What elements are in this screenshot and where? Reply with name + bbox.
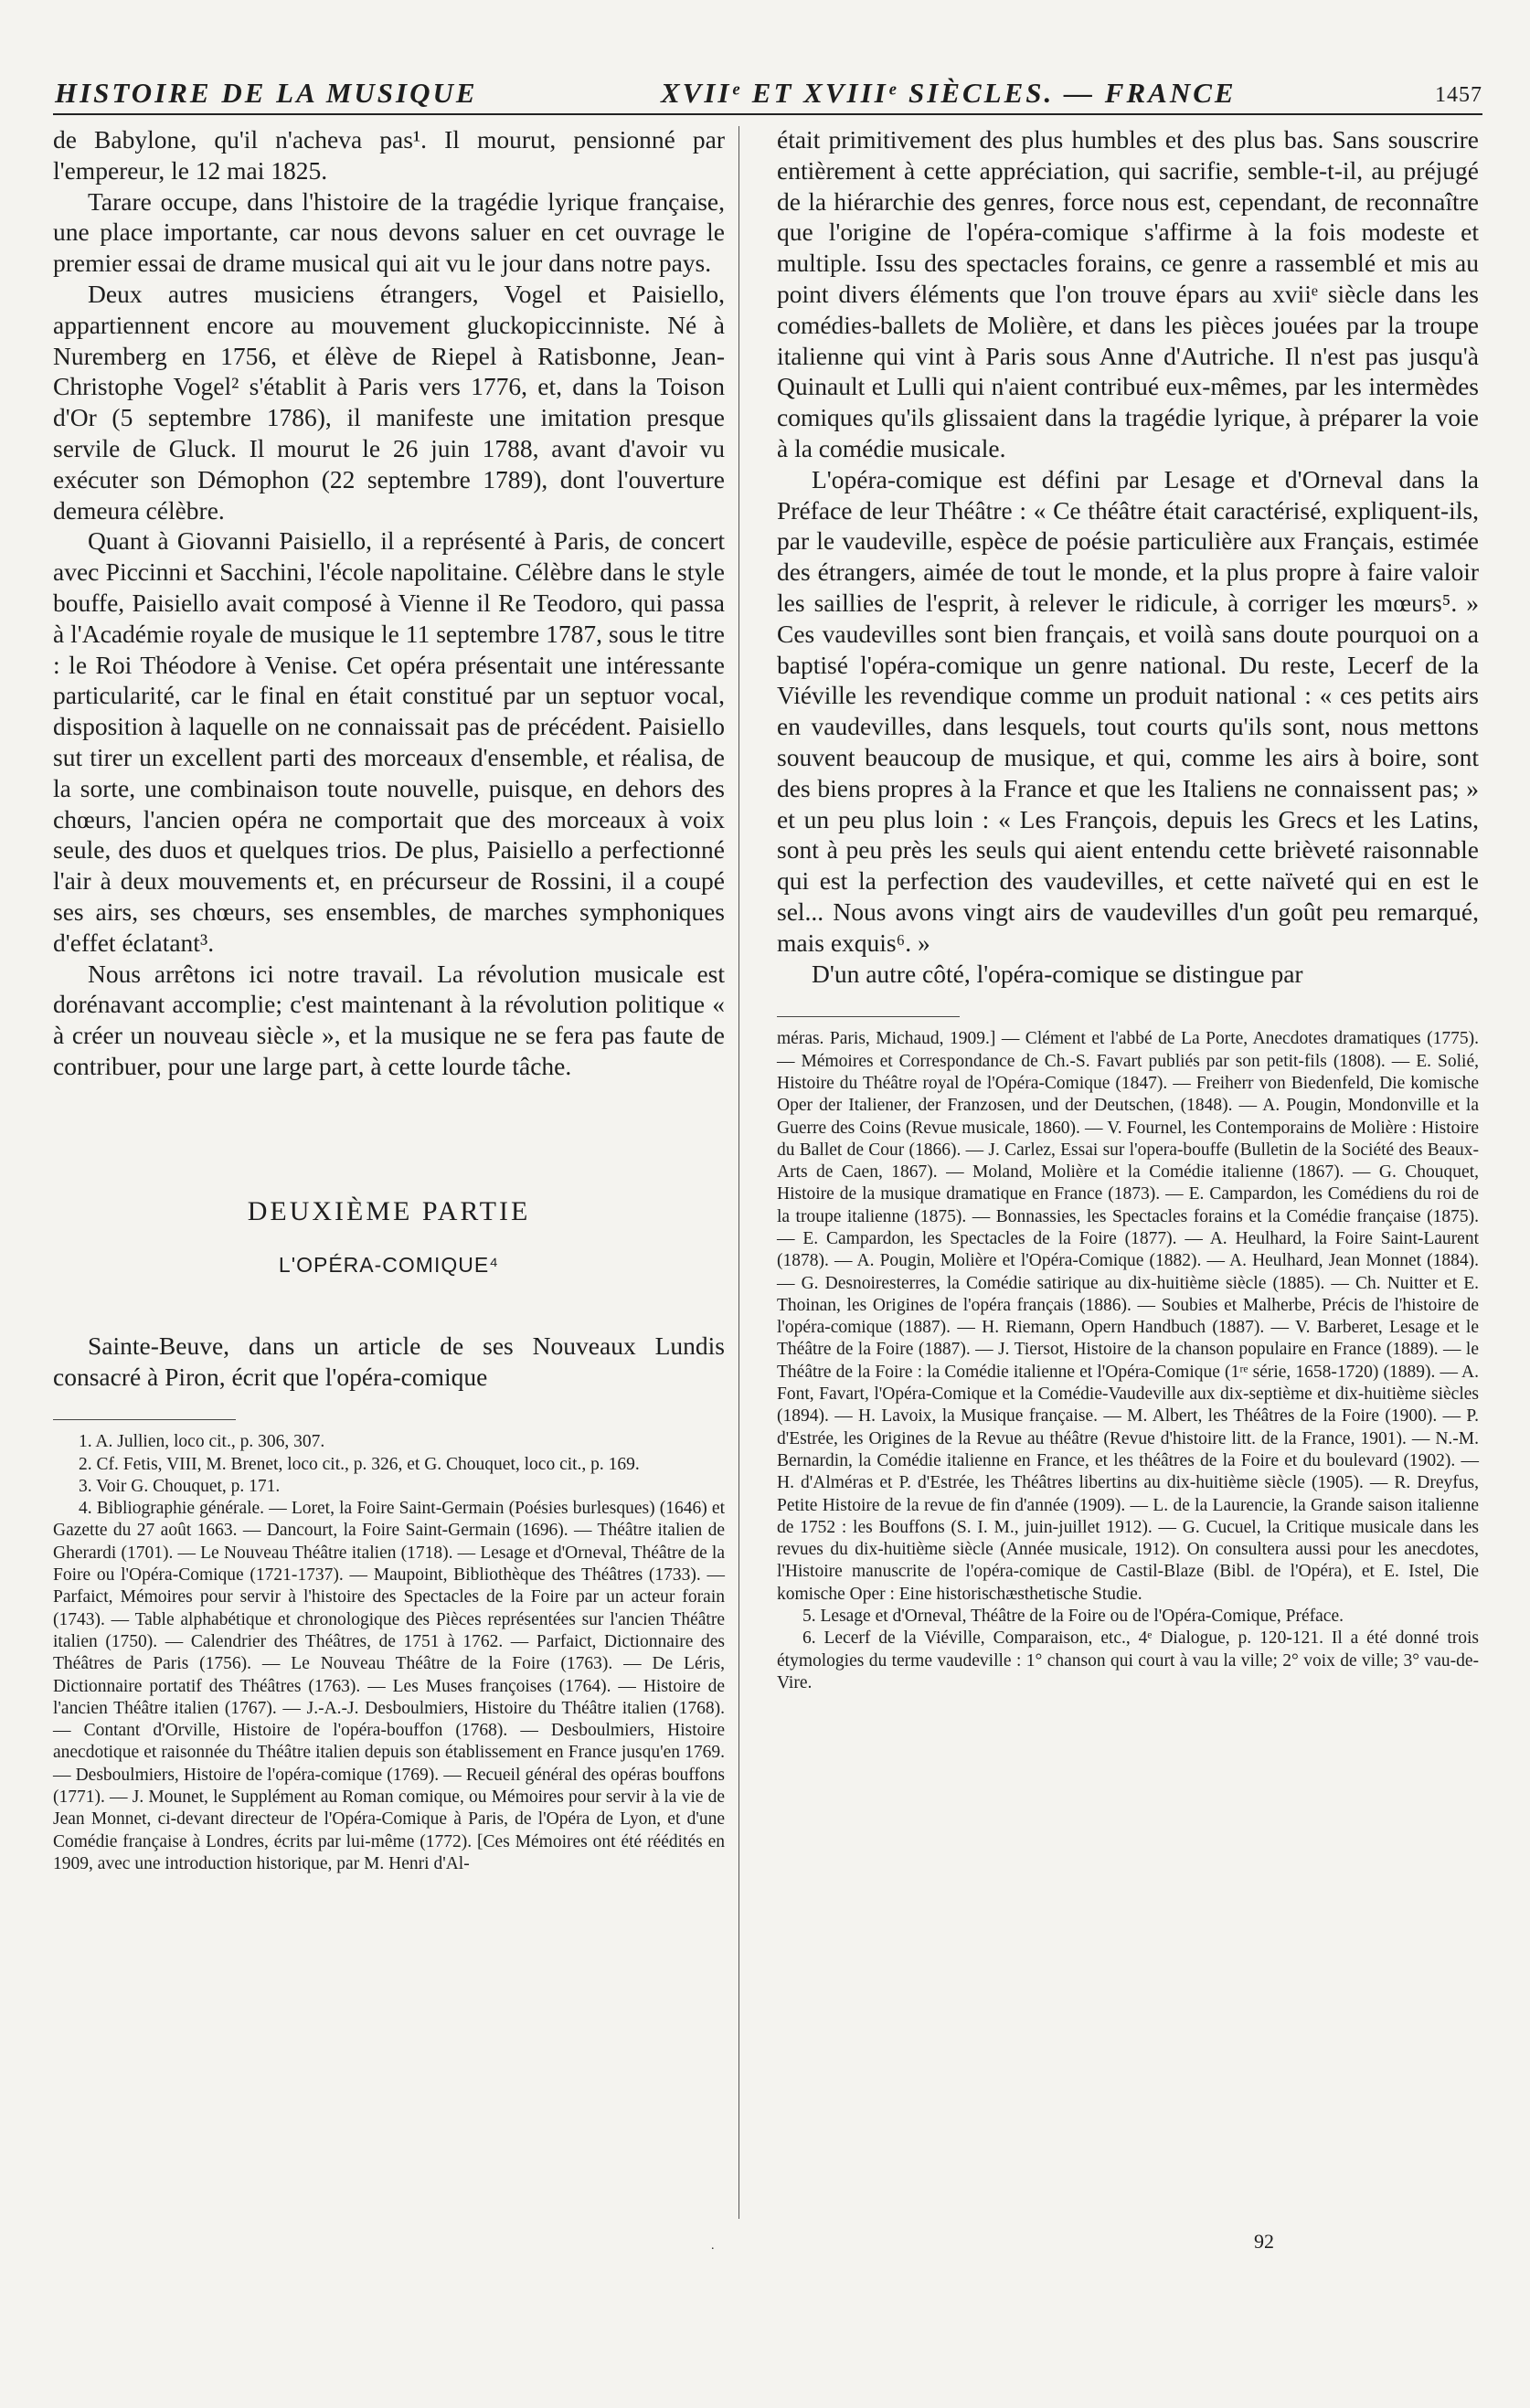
signature-number: 92 — [1254, 2230, 1274, 2253]
running-header — [53, 73, 1482, 115]
footnote: 1. A. Jullien, loco cit., p. 306, 307. — [79, 1432, 325, 1452]
paragraph: Sainte-Beuve, dans un article de ses Nouveaux Lundis consacré à Piron, écrit que l'opéra-comique — [53, 1331, 725, 1391]
section-title: L'OPÉRA-COMIQUE⁴ — [278, 1252, 500, 1277]
right-column — [777, 124, 1479, 1694]
footnote-rule — [777, 1016, 960, 1017]
column-divider — [738, 126, 739, 2219]
paragraph: était primitivement des plus humbles et des plus bas. Sans souscrire entièrement à cette appréciation, qui sacrifie, semble-t-il, au préjugé de la hiérarchie des genres, force nous est, cependant, de reconnaître que l'origine de l'opéra-comique s'affirme à la fois modeste et multiple. Issu des spectacles forains, ce genre a rassemblé et mis au point divers éléments que l'on trouve épars au xviiᵉ siècle dans les comédies-ballets de Molière, et dans les pièces jouées par la troupe italienne qui vint à Paris sous Anne d'Autriche. Il n'est pas jusqu'à Quinault et Lulli qui n'aient contribué eux-mêmes, par les intermèdes comiques qu'ils glissaient dans la tragédie lyrique, à préparer la voie à la comédie musicale. — [777, 125, 1479, 462]
footnote: 5. Lesage et d'Orneval, Théâtre de la Foire ou de l'Opéra-Comique, Préface. — [802, 1607, 1344, 1627]
paragraph: Nous arrêtons ici notre travail. La révolution musicale est dorénavant accomplie; c'est maintenant à la révolution politique « à créer un nouveau siècle », et la musique ne se fera pas faute de contribuer, pour une large part, à cette lourde tâche. — [53, 959, 725, 1080]
paragraph: Quant à Giovanni Paisiello, il a représenté à Paris, de concert avec Piccinni et Sacchini, l'école napolitaine. Célèbre dans le style bouffe, Paisiello avait composé à Vienne il Re Teodoro, qui passa à l'Académie royale de musique le 11 septembre 1787, sous le titre : le Roi Théodore à Venise. Cet opéra présentait une intéressante particularité, car le final en était constitué par un septuor vocal, disposition à laquelle on ne connaissait pas de précédent. Paisiello sut tirer un excellent parti des morceaux d'ensemble, et réalisa, de la sorte, une combinaison toute nouvelle, puisque, en dehors des chœurs, l'ancien opéra ne comportait que des morceaux à voix seule, des duos et quelques trios. De plus, Paisiello a perfectionné l'air à deux mouvements et, en précurseur de Rossini, il a coupé ses airs, ses chœurs, ses ensembles, de marches symphoniques d'effet éclatant³. — [53, 526, 725, 957]
left-column — [53, 124, 725, 1875]
footnotes-left — [53, 1419, 725, 1875]
footnote: 2. Cf. Fetis, VIII, M. Brenet, loco cit., p. 326, et G. Chouquet, loco cit., p. 169. — [79, 1454, 640, 1474]
paragraph: Deux autres musiciens étrangers, Vogel et Paisiello, appartiennent encore au mouvement gluckopiccinniste. Né à Nuremberg en 1756, et élève de Riepel à Ratisbonne, Jean-Christophe Vogel² s'établit à Paris vers 1776, et, dans la Toison d'Or (5 septembre 1786), il manifeste une imitation presque servile de Gluck. Il mourut le 26 juin 1788, avant d'avoir vu exécuter son Démophon (22 septembre 1789), dont l'ouverture demeura célèbre. — [53, 279, 725, 525]
footnote: 6. Lecerf de la Viéville, Comparaison, etc., 4ᵉ Dialogue, p. 120-121. Il a été donné trois étymologies du terme vaudeville : 1° chanson qui court à vau la ville; 2° voix de ville; 3° vau-de-Vire. — [777, 1628, 1479, 1692]
part-title: DEUXIÈME PARTIE — [247, 1195, 531, 1226]
footnotes-right — [777, 1016, 1479, 1694]
paragraph: D'un autre côté, l'opéra-comique se distingue par — [812, 959, 1303, 988]
paragraph: L'opéra-comique est défini par Lesage et d'Orneval dans la Préface de leur Théâtre : « Ce théâtre était caractérisé, expliquent-ils, par le vaudeville, espèce de poésie particulière aux Français, estimée des étrangers, aimée de tout le monde, et la plus propre à faire valoir les saillies de l'esprit, à relever le ridicule, à corriger les mœurs⁵. » Ces vaudevilles sont bien français, et voilà sans doute pourquoi on a baptisé l'opéra-comique un genre national. Du reste, Lecerf de la Viéville les revendique comme un produit national : « ces petits airs en vaudevilles, dans lesquels, tout courts qu'ils sont, nous mettons souvent beaucoup de musique, et qui, comme les airs à boire, sont des biens propres à la France et que les Italiens ne connaissent pas; » et un peu plus loin : « Les François, depuis les Grecs et les Latins, sont à peu près les seuls qui aient entendu cette brièveté raisonnable qui est la perfection des vaudevilles, et cette naïveté qui en est le sel... Nous avons vingt airs de vaudevilles d'un goût peu remarqué, mais exquis⁶. » — [777, 464, 1479, 957]
header-title-middle: XVIIᵉ ET XVIIIᵉ SIÈCLES. — FRANCE — [661, 77, 1237, 109]
footnote: méras. Paris, Michaud, 1909.] — Clément et l'abbé de La Porte, Anecdotes dramatiques (1775). — Mémoires et Correspondance de Ch.-S. Favart publiés par son petit-fils (1808). — E. Solié, Histoire du Théâtre royal de l'Opéra-Comique (1847). — Freiherr von Biedenfeld, Die komische Oper der Italiener, der Franzosen, und der Deutschen, (1848). — A. Pougin, Mondonville et la Guerre des Coins (Revue musicale, 1860). — V. Fournel, les Contemporains de Molière : Histoire du Ballet de Cour (1866). — J. Carlez, Essai sur l'opera-bouffe (Bulletin de la Société des Beaux-Arts de Caen, 1867). — Moland, Molière et la Comédie italienne (1867). — G. Chouquet, Histoire de la musique dramatique en France (1873). — E. Campardon, les Comédiens du roi de la troupe italienne (1875). — Bonnassies, les Spectacles forains et la Comédie française (1875). — E. Campardon, les Spectacles de la Foire (1877). — A. Heulhard, la Foire Saint-Laurent (1878). — A. Pougin, Molière et l'Opéra-Comique (1882). — A. Heulhard, Jean Monnet (1884). — G. Desnoiresterres, la Comédie satirique au dix-huitième siècle (1885). — Ch. Nuitter et E. Thoinan, les Origines de l'opéra français (1886). — Soubies et Malherbe, Précis de l'histoire de l'opéra-comique (1887). — H. Riemann, Opern Handbuch (1887). — V. Barberet, Lesage et le Théâtre de la Foire (1887). — J. Tiersot, Histoire de la chanson populaire en France (1889). — le Théâtre de la Foire : la Comédie italienne et l'Opéra-Comique (1ʳᵉ série, 1658-1720) (1889). — A. Font, Favart, l'Opéra-Comique et la Comédie-Vaudeville aux dix-septième et dix-huitième siècles (1894). — H. Lavoix, la Musique française. — M. Albert, les Théâtres de la Foire (1900). — P. d'Estrée, les Origines de la Revue au théâtre (Revue d'histoire litt. de la France, 1901). — N.-M. Bernardin, la Comédie italienne en France, et les théâtres de la Foire et du boulevard (1902). — H. d'Alméras et P. d'Estrée, les Théâtres libertins au dix-huitième siècle (1905). — R. Dreyfus, Petite Histoire de la revue de fin d'année (1909). — L. de la Laurencie, la Grande saison italienne de 1752 : les Bouffons (S. I. M., juin-juillet 1912). — G. Cucuel, la Critique musicale dans les revues du dix-huitième siècle (Année musicale, 1912). On consultera aussi pour les anecdotes, l'Histoire manuscrite de l'opéra-comique de Castil-Blaze (Bibl. de l'Opéra), et E. Istel, Die komische Oper : Eine historischæsthetische Studie. — [777, 1029, 1479, 1604]
page-number: 1457 — [1435, 83, 1482, 107]
header-title-left: HISTOIRE DE LA MUSIQUE — [55, 77, 478, 109]
footnote: 3. Voir G. Chouquet, p. 171. — [79, 1476, 281, 1496]
printer-mark: . — [711, 2239, 715, 2253]
paragraph: de Babylone, qu'il n'acheva pas¹. Il mourut, pensionné par l'empereur, le 12 mai 1825. — [53, 125, 725, 185]
footnote-rule — [53, 1419, 236, 1420]
footnote: 4. Bibliographie générale. — Loret, la Foire Saint-Germain (Poésies burlesques) (1646) et Gazette du 27 août 1663. — Dancourt, la Foire Saint-Germain (1696). — Théâtre italien de Gherardi (1701). — Le Nouveau Théâtre italien (1718). — Lesage et d'Orneval, Théâtre de la Foire ou l'Opéra-Comique (1721-1737). — Maupoint, Bibliothèque des Théâtres (1733). — Parfaict, Mémoires pour servir à l'histoire des Spectacles de la Foire par un acteur forain (1743). — Table alphabétique et chronologique des Pièces représentées sur l'ancien Théâtre italien (1750). — Calendrier des Théâtres, de 1751 à 1762. — Parfaict, Dictionnaire des Théâtres de Paris (1756). — Le Nouveau Théâtre de la Foire (1763). — De Léris, Dictionnaire portatif des Théâtres (1763). — Les Muses françoises (1764). — Histoire de l'ancien Théâtre italien (1767). — J.-A.-J. Desboulmiers, Histoire du Théâtre italien (1768). — Contant d'Orville, Histoire de l'opéra-bouffon (1768). — Desboulmiers, Histoire anecdotique et raisonnée du Théâtre italien depuis son établissement en France jusqu'en 1769. — Desboulmiers, Histoire de l'opéra-comique (1769). — Recueil général des opéras bouffons (1771). — J. Mounet, le Supplément au Roman comique, ou Mémoires pour servir à la vie de Jean Monnet, ci-devant directeur de l'Opéra-Comique à Paris, de l'Opéra de Lyon, et d'une Comédie française à Londres, écrits par lui-même (1772). [Ces Mémoires ont été réédités en 1909, avec une introduction historique, par M. Henri d'Al- — [53, 1499, 725, 1873]
paragraph: Tarare occupe, dans l'histoire de la tragédie lyrique française, une place importante, car nous devons saluer en cet ouvrage le premier essai de drame musical qui ait vu le jour dans notre pays. — [53, 186, 725, 278]
